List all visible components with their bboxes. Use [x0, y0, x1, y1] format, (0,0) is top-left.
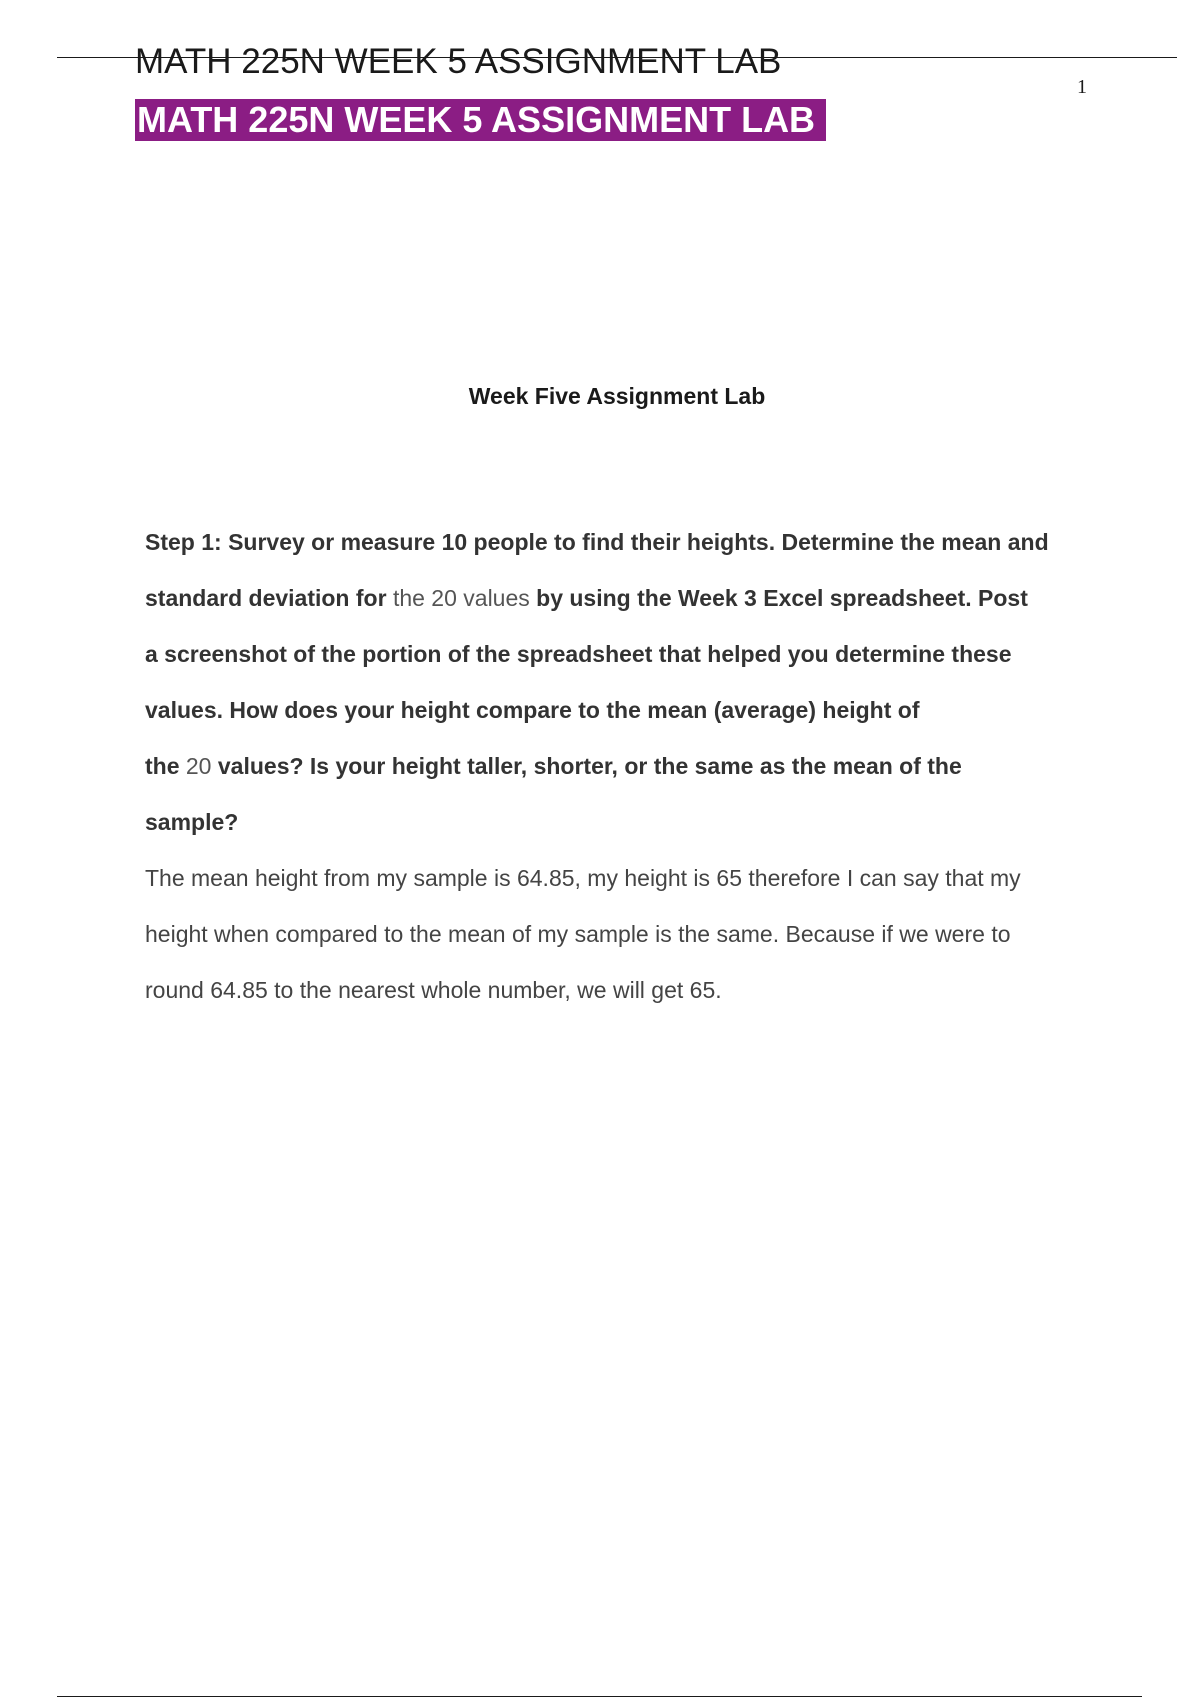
question-text-normal: the 20 values — [392, 585, 530, 611]
question-line — [145, 738, 1105, 794]
question-line: Step 1: Survey or measure 10 people to find their heights. Determine the mean and — [145, 529, 1049, 555]
document-heading: Week Five Assignment Lab — [468, 383, 766, 409]
highlighted-title-banner: MATH 225N WEEK 5 ASSIGNMENT LAB — [135, 99, 826, 141]
document-body — [145, 514, 1105, 1018]
question-paragraph — [145, 514, 1105, 850]
answer-line: The mean height from my sample is 64.85, my height is 65 therefore I can say that my — [145, 865, 1021, 891]
question-line: values. How does your height compare to the mean (average) height of — [145, 697, 920, 723]
question-text-bold: standard deviation for — [145, 585, 393, 611]
question-text-bold: values? Is your height taller, shorter, or the same as the mean of the — [211, 753, 962, 779]
answer-line: height when compared to the mean of my sample is the same. Because if we were to — [145, 921, 1011, 947]
answer-line: round 64.85 to the nearest whole number, we will get 65. — [145, 977, 722, 1003]
question-line — [145, 570, 1105, 626]
question-text-bold: by using the Week 3 Excel spreadsheet. Post — [529, 585, 1028, 611]
question-text-bold: the — [145, 753, 186, 779]
answer-paragraph — [145, 850, 1105, 1018]
question-text-normal: 20 — [185, 753, 212, 779]
footer-rule — [57, 1696, 1142, 1697]
question-line: sample? — [145, 809, 239, 835]
question-line: a screenshot of the portion of the spreadsheet that helped you determine these — [145, 641, 1012, 667]
header-title: MATH 225N WEEK 5 ASSIGNMENT LAB — [135, 42, 782, 81]
page-number: 1 — [1077, 76, 1087, 98]
